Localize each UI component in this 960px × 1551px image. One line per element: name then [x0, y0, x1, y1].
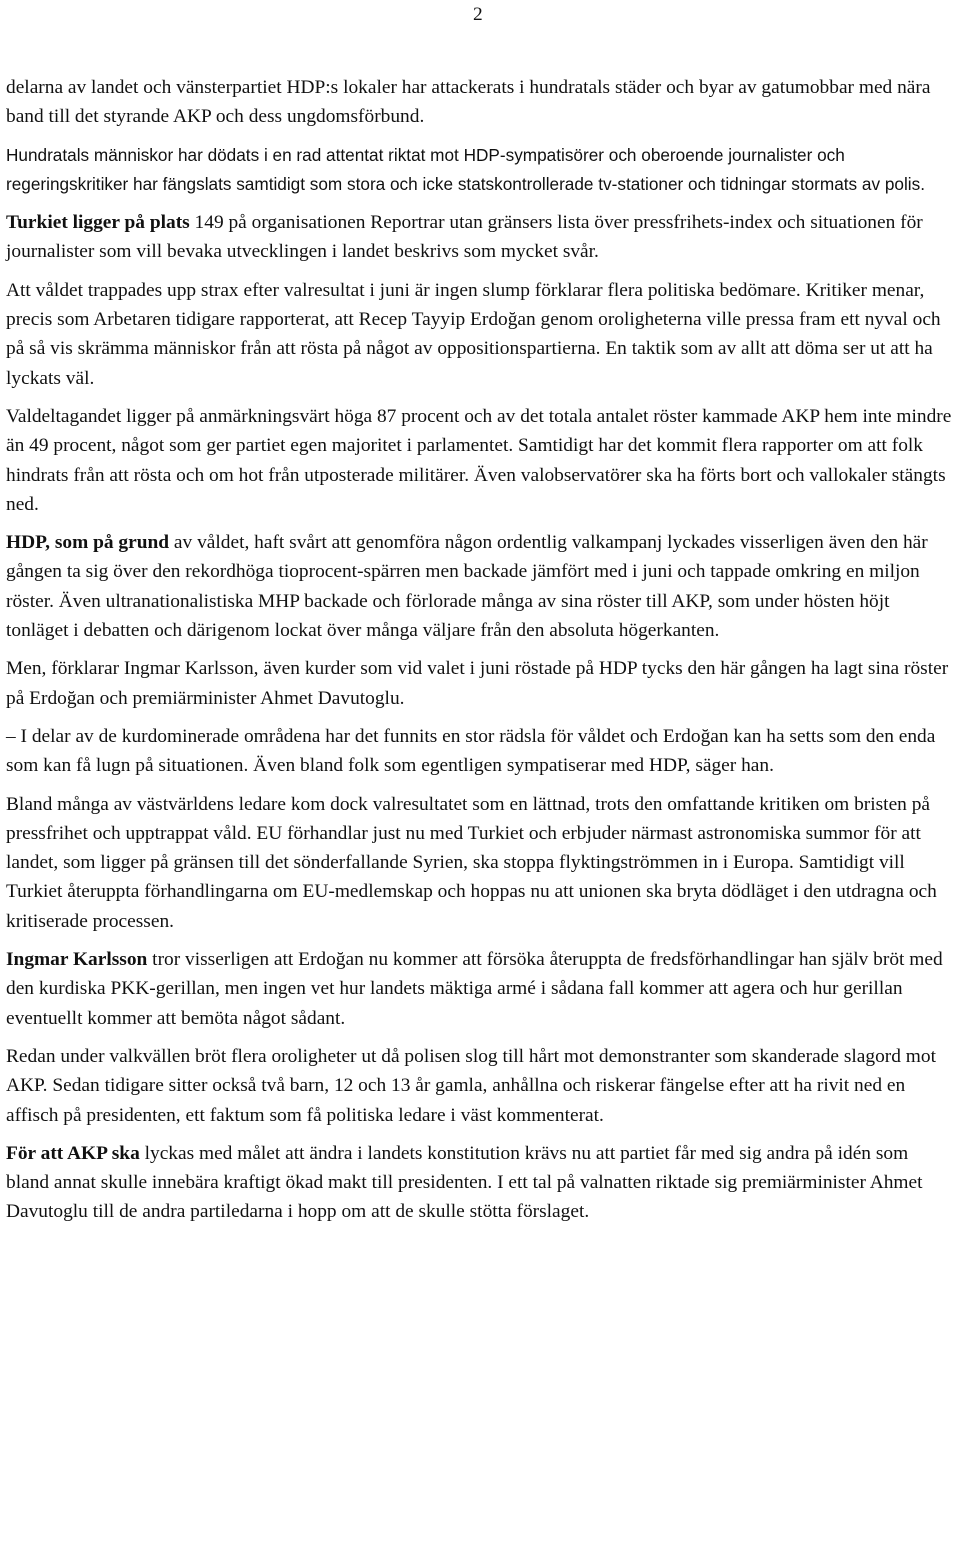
paragraph-3 — [6, 208, 956, 267]
paragraph-text: tror visserligen att Erdoğan nu kommer att försöka återuppta de fredsförhandlingar han själv bröt med den kurdiska PKK-gerillan, men ingen vet hur landets mäktiga armé i sådana fall kommer att agera och hur gerillan eventuellt kommer att bemöta något sådant. — [6, 949, 943, 1029]
paragraph-text: Hundratals människor har dödats i en rad attentat riktat mot HDP-sympatisörer och oberoende journalister och regeringskritiker har fängslats samtidigt som stora och icke statskontrollerade tv-stationer och tidningar stormats av polis. — [6, 144, 925, 194]
paragraph-2 — [6, 141, 956, 200]
paragraph-lead: Ingmar Karlsson — [6, 949, 148, 971]
paragraph-12 — [6, 1139, 956, 1227]
paragraph-9 — [6, 790, 956, 936]
paragraph-text: Att våldet trappades upp strax efter valresultat i juni är ingen slump förklarar flera politiska bedömare. Kritiker menar, precis som Arbetaren tidigare rapporterat, att Recep Tayyip Erdoğan genom oroligheterna ville pressa fram ett nyval och på så vis skrämma människor från att rösta på något av oppositionspartierna. En taktik som av allt att döma ser ut att ha lyckats väl. — [6, 279, 941, 389]
paragraph-7 — [6, 654, 956, 713]
paragraph-5 — [6, 402, 956, 519]
page-number: 2 — [473, 4, 483, 25]
paragraph-text: delarna av landet och vänsterpartiet HDP:s lokaler har attackerats i hundratals städer och byar av gatumobbar med nära band till det styrande AKP och dess ungdomsförbund. — [6, 77, 931, 128]
paragraph-text: – I delar av de kurdominerade områdena har det funnits en stor rädsla för våldet och Erdoğan kan ha setts som den enda som kan få lugn på situationen. Även bland folk som egentligen sympatiserar med HDP, säger han. — [6, 725, 936, 777]
paragraph-text: Men, förklarar Ingmar Karlsson, även kurder som vid valet i juni röstade på HDP tycks den här gången ha lagt sina röster på Erdoğan och premiärminister Ahmet Davutoglu. — [6, 658, 949, 709]
paragraph-text: 149 på organisationen Reportrar utan gränsers lista över pressfrihets-index och situationen för journalister som vill bevaka utvecklingen i landet beskrivs som mycket svår. — [6, 212, 923, 263]
paragraph-10 — [6, 945, 956, 1033]
paragraph-text: lyckas med målet att ändra i landets konstitution krävs nu att partiet får med sig andra på idén som bland annat skulle innebära kraftigt ökad makt till presidenten. I ett tal på valnatten riktade sig premiärminister Ahmet Davutoglu till de andra partiledarna i hopp om att de skulle stötta förslaget. — [6, 1142, 923, 1223]
paragraph-11 — [6, 1042, 956, 1130]
paragraph-text: Bland många av västvärldens ledare kom dock valresultatet som en lättnad, trots den omfattande kritiken om bristen på pressfrihet och upptrappat våld. EU förhandlar just nu med Turkiet och erbjuder närmast astronomiska summor för att landet, som ligger på gränsen till det sönderfallande Syrien, ska stoppa flyktingströmmen in i Europa. Samtidigt vill Turkiet återuppta förhandlingarna om EU-medlemskap och hoppas nu att unionen ska bryta dödläget i den utdragna och kritiserade processen. — [6, 793, 937, 932]
paragraph-lead: HDP, som på grund — [6, 532, 170, 554]
article-body — [6, 73, 956, 1236]
paragraph-lead: Turkiet ligger på plats — [6, 212, 190, 234]
paragraph-text: Redan under valkvällen bröt flera oroligheter ut då polisen slog till hårt mot demonstranter som skanderade slagord mot AKP. Sedan tidigare sitter också två barn, 12 och 13 år gamla, anhållna och riskerar fängelse efter att ha rivit ned en affisch på presidenten, ett faktum som få politiska ledare i väst kommenterat. — [6, 1045, 936, 1126]
paragraph-6 — [6, 528, 956, 645]
paragraph-lead: För att AKP ska — [6, 1142, 140, 1164]
paragraph-text: av våldet, haft svårt att genomföra någon ordentlig valkampanj lyckades visserligen även den här gången ta sig över den rekordhöga tioprocent-spärren men backade jämfört med i juni och tappade omkring en miljon röster. Även ultranationalistiska MHP backade och förlorade många av sina röster till AKP, som under hösten höjt tonläget i debatten och därigenom lockat över många väljare från den absoluta högerkanten. — [6, 532, 928, 642]
paragraph-1 — [6, 73, 956, 132]
paragraph-8 — [6, 722, 956, 781]
paragraph-text: Valdeltagandet ligger på anmärkningsvärt höga 87 procent och av det totala antalet röster kammade AKP hem inte mindre än 49 procent, något som ger partiet egen majoritet i parlamentet. Samtidigt har det kommit flera rapporter om att folk hindrats från att rösta och om hot från utposterade militärer. Även valobservatörer ska ha förts bort och vallokaler stängts ned. — [6, 405, 952, 515]
paragraph-4 — [6, 276, 956, 393]
